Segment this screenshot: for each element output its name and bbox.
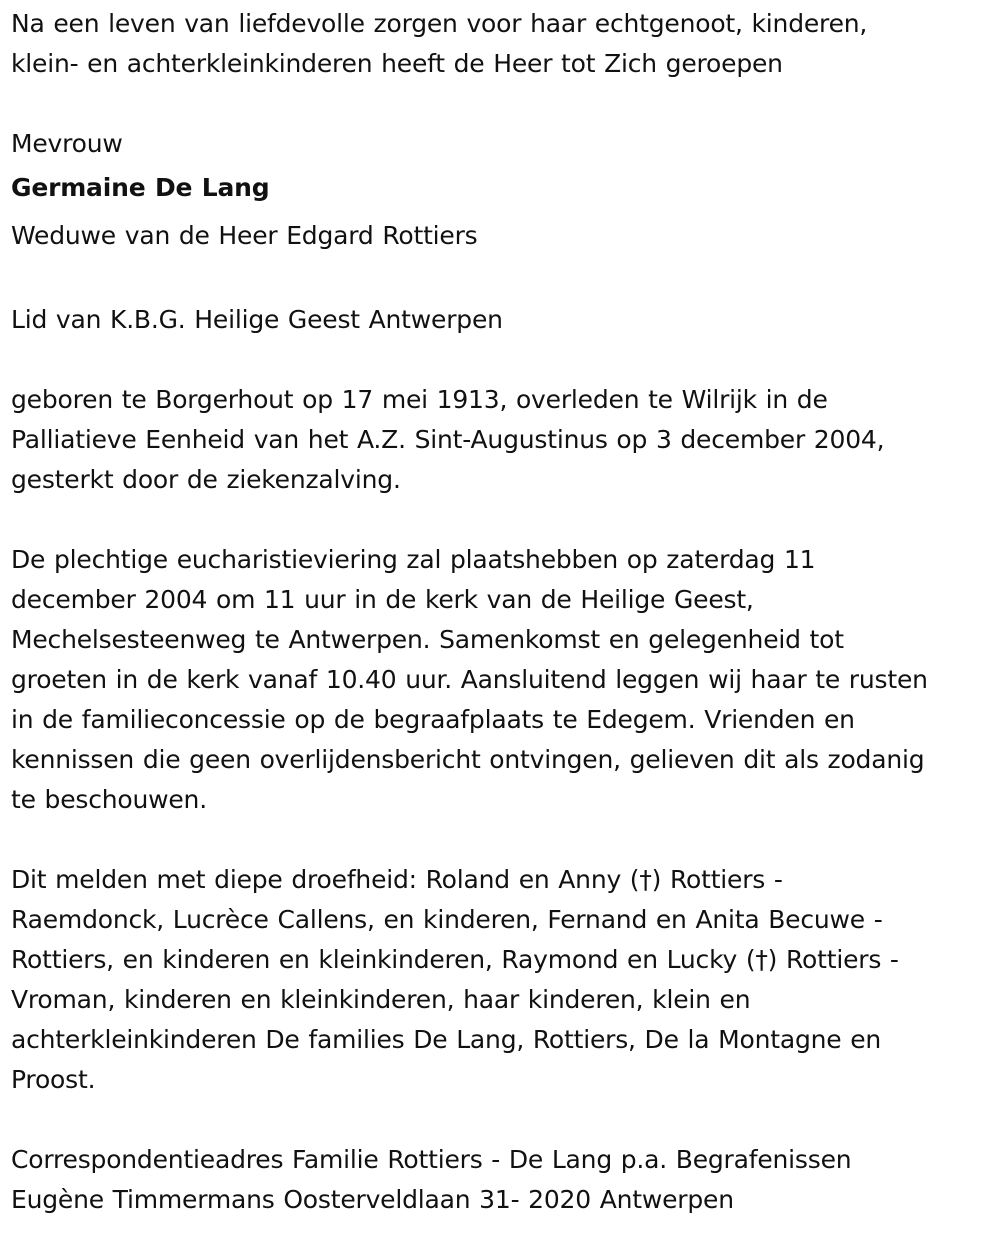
mourners-paragraph xyxy=(11,860,993,1100)
text-line: groeten in de kerk vanaf 10.40 uur. Aansluitend leggen wij haar te rusten xyxy=(11,665,928,694)
text-line: Raemdonck, Lucrèce Callens, en kinderen, Fernand en Anita Becuwe - xyxy=(11,905,883,934)
birth-death-paragraph xyxy=(11,380,993,500)
text-line: gesterkt door de ziekenzalving. xyxy=(11,465,401,494)
text-line: in de familieconcessie op de begraafplaats te Edegem. Vrienden en xyxy=(11,705,855,734)
spacer xyxy=(11,1100,993,1140)
spacer xyxy=(11,84,993,124)
text-line: Proost. xyxy=(11,1065,96,1094)
text-line: december 2004 om 11 uur in de kerk van de Heilige Geest, xyxy=(11,585,754,614)
spacer xyxy=(11,260,993,300)
correspondence-paragraph xyxy=(11,1140,993,1220)
text-line: achterkleinkinderen De families De Lang, Rottiers, De la Montagne en xyxy=(11,1025,882,1054)
text-line: Rottiers, en kinderen en kleinkinderen, Raymond en Lucky (†) Rottiers - xyxy=(11,945,899,974)
death-notice xyxy=(11,4,993,1220)
text-line: De plechtige eucharistieviering zal plaatshebben op zaterdag 11 xyxy=(11,545,816,574)
text-line: Vroman, kinderen en kleinkinderen, haar kinderen, klein en xyxy=(11,985,751,1014)
text-line: Mechelsesteenweg te Antwerpen. Samenkomst en gelegenheid tot xyxy=(11,625,844,654)
spacer xyxy=(11,820,993,860)
text-line: kennissen die geen overlijdensbericht ontvingen, gelieven dit als zodanig xyxy=(11,745,925,774)
text-line: geboren te Borgerhout op 17 mei 1913, overleden te Wilrijk in de xyxy=(11,385,828,414)
text-line: te beschouwen. xyxy=(11,785,207,814)
widow-of-line: Weduwe van de Heer Edgard Rottiers xyxy=(11,221,478,250)
membership-line: Lid van K.B.G. Heilige Geest Antwerpen xyxy=(11,305,503,334)
correspondence-line: Eugène Timmermans Oosterveldlaan 31- 2020 Antwerpen xyxy=(11,1185,734,1214)
intro-line: Na een leven van liefdevolle zorgen voor haar echtgenoot, kinderen, xyxy=(11,9,868,38)
spacer xyxy=(11,500,993,540)
ceremony-paragraph xyxy=(11,540,993,820)
deceased-name: Germaine De Lang xyxy=(11,173,270,202)
text-line: Dit melden met diepe droefheid: Roland en Anny (†) Rottiers - xyxy=(11,865,783,894)
honorific: Mevrouw xyxy=(11,129,123,158)
intro-paragraph xyxy=(11,4,993,84)
spacer xyxy=(11,340,993,380)
intro-line: klein- en achterkleinkinderen heeft de Heer tot Zich geroepen xyxy=(11,49,783,78)
text-line: Palliatieve Eenheid van het A.Z. Sint-Augustinus op 3 december 2004, xyxy=(11,425,885,454)
correspondence-line: Correspondentieadres Familie Rottiers - De Lang p.a. Begrafenissen xyxy=(11,1145,852,1174)
